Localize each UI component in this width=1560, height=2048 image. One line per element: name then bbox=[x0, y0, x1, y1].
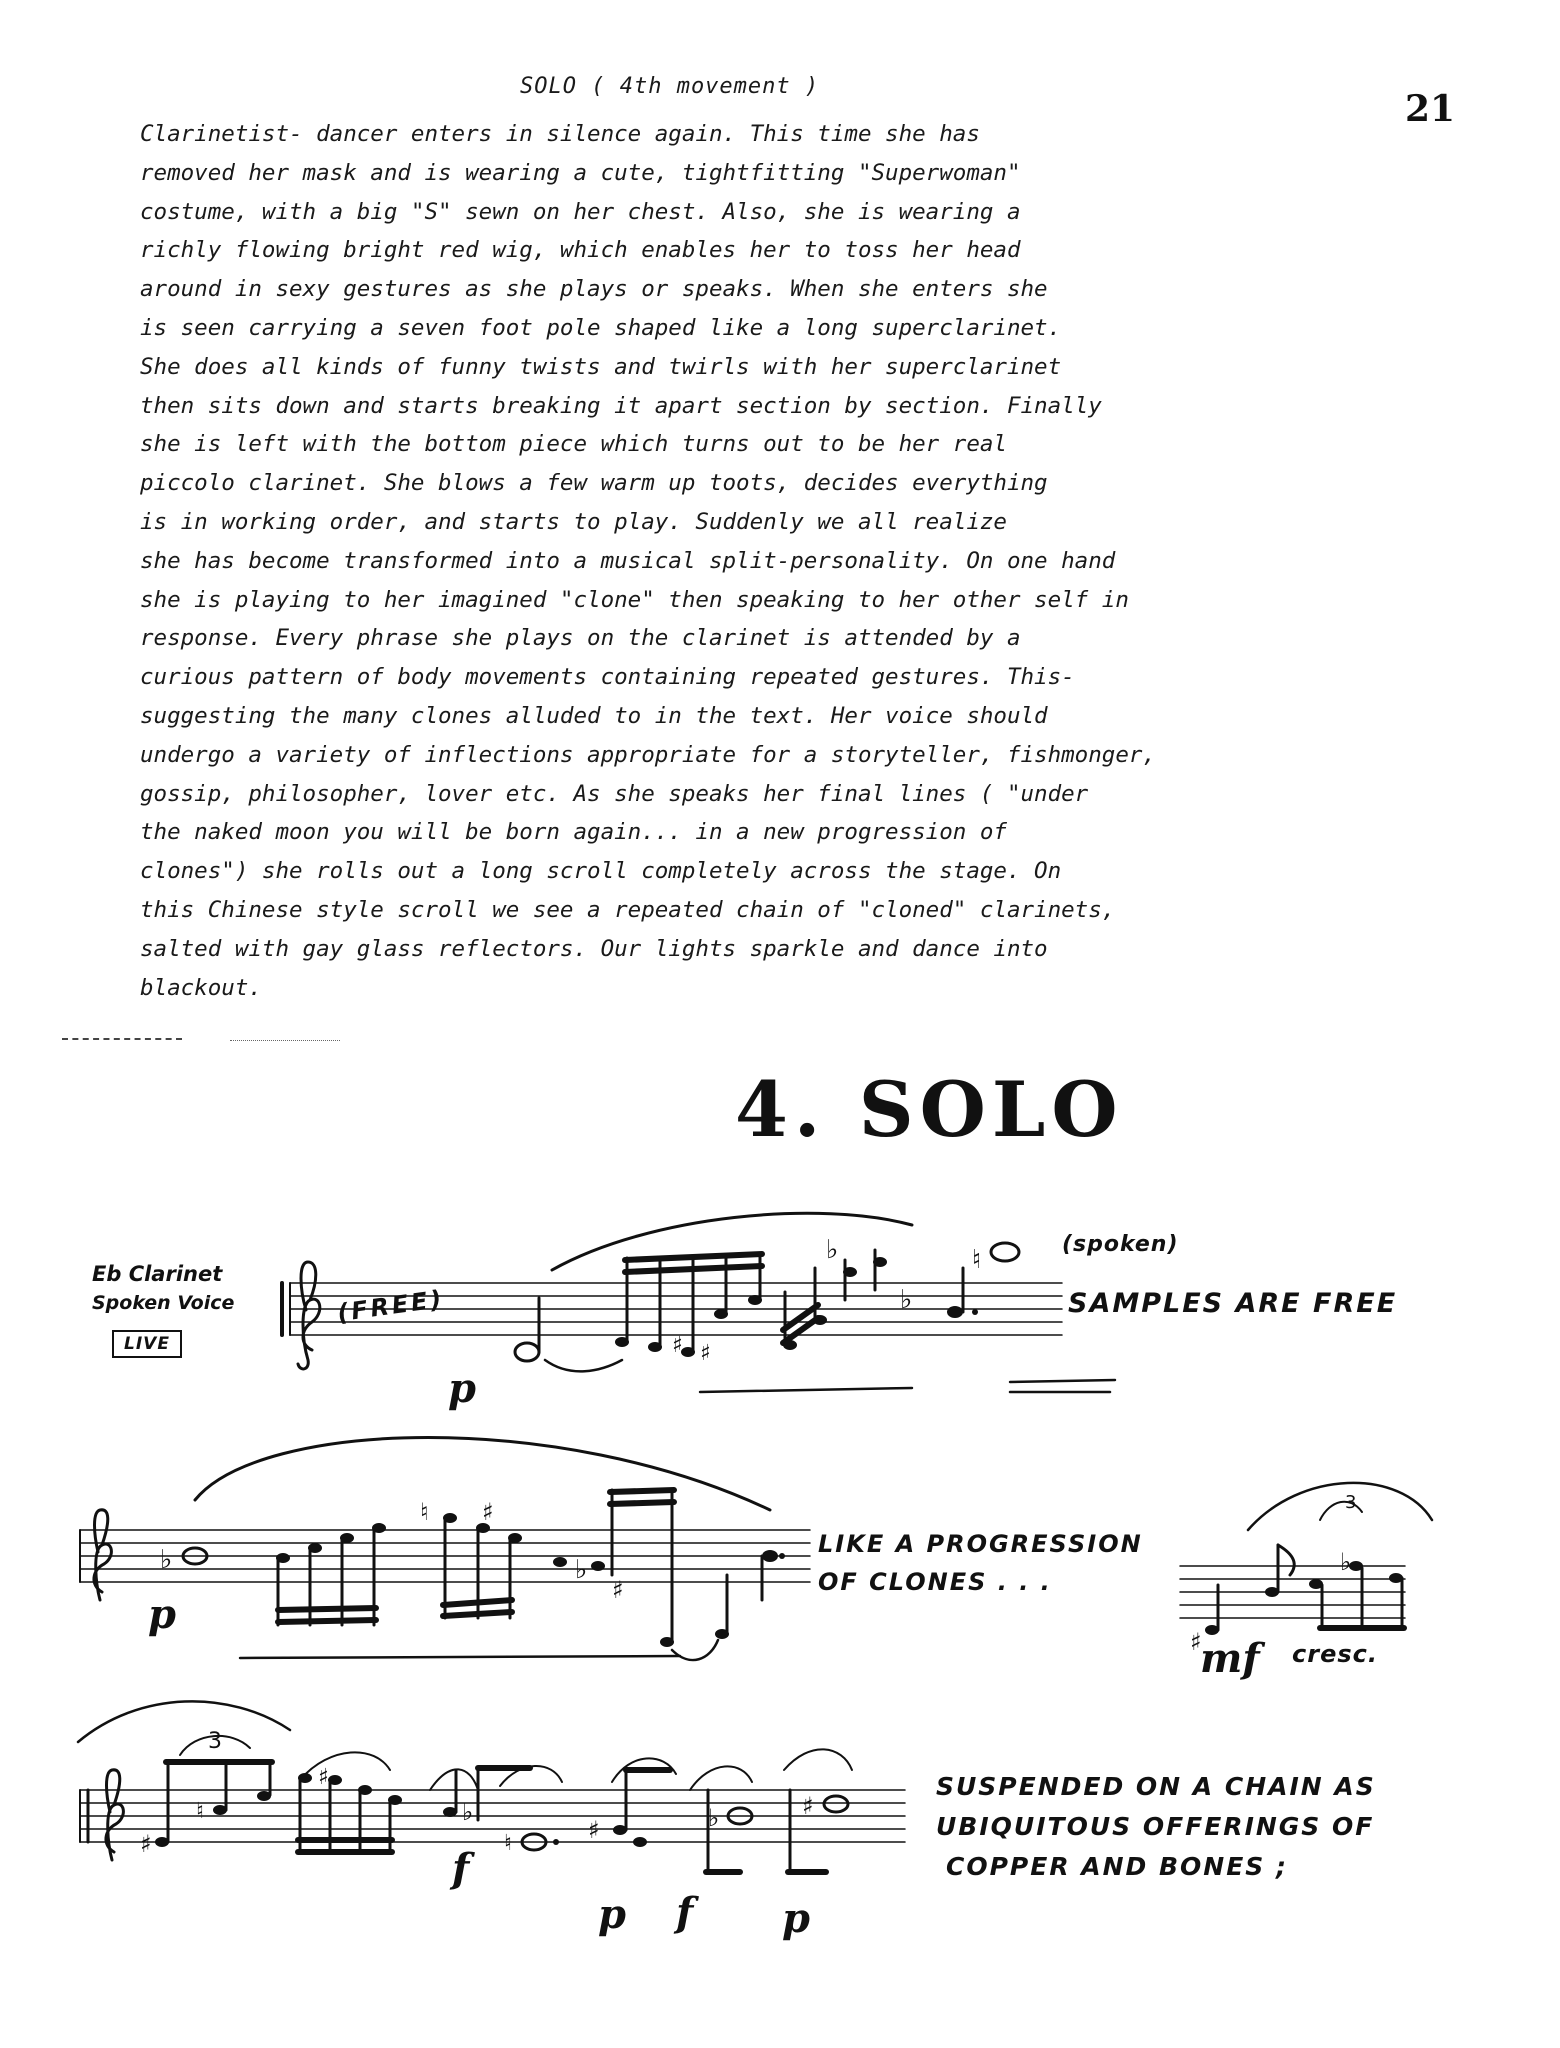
stage-line: she is playing to her imagined "clone" then speaking to her other self in bbox=[140, 586, 1129, 613]
svg-text:♭: ♭ bbox=[160, 1545, 173, 1575]
live-label: LIVE bbox=[112, 1330, 182, 1358]
dynamic-marking: p bbox=[448, 1365, 476, 1412]
stage-line: clones") she rolls out a long scroll completely across the stage. On bbox=[140, 858, 1062, 885]
dashed-rule bbox=[62, 1038, 182, 1040]
staff-system-3 bbox=[78, 1701, 905, 1872]
svg-text:♭: ♭ bbox=[826, 1235, 839, 1265]
stage-line: response. Every phrase she plays on the clarinet is attended by a bbox=[140, 625, 1021, 652]
svg-text:♯: ♯ bbox=[802, 1792, 814, 1820]
dynamic-marking: p bbox=[598, 1891, 626, 1938]
svg-text:♮: ♮ bbox=[420, 1498, 429, 1526]
instrument-label-clarinet: Eb Clarinet bbox=[92, 1262, 223, 1286]
cresc-marking: cresc. bbox=[1292, 1640, 1378, 1668]
staff-system-2 bbox=[80, 1438, 1432, 1661]
svg-text:♯: ♯ bbox=[700, 1341, 711, 1366]
svg-text:♭: ♭ bbox=[708, 1804, 720, 1832]
spoken-text-2a: LIKE A PROGRESSION bbox=[818, 1530, 1143, 1558]
dynamic-marking: f bbox=[452, 1845, 470, 1892]
stage-line: salted with gay glass reflectors. Our lights sparkle and dance into bbox=[140, 935, 1048, 962]
stage-line: is in working order, and starts to play. Suddenly we all realize bbox=[140, 508, 1007, 535]
stage-line: then sits down and starts breaking it apart section by section. Finally bbox=[140, 392, 1102, 419]
svg-text:♯: ♯ bbox=[318, 1765, 329, 1790]
svg-text:♯: ♯ bbox=[672, 1333, 683, 1358]
stage-line: curious pattern of body movements containing repeated gestures. This- bbox=[140, 664, 1075, 691]
svg-text:♮: ♮ bbox=[196, 1799, 204, 1824]
svg-text:3: 3 bbox=[1345, 1492, 1357, 1513]
stage-line: costume, with a big "S" sewn on her chest. Also, she is wearing a bbox=[140, 198, 1021, 225]
stage-line: gossip, philosopher, lover etc. As she speaks her final lines ( "under bbox=[140, 780, 1089, 807]
svg-text:♯: ♯ bbox=[140, 1830, 152, 1858]
stage-line: removed her mask and is wearing a cute, tightfitting "Superwoman" bbox=[140, 159, 1021, 186]
spoken-text-1: SAMPLES ARE FREE bbox=[1068, 1288, 1398, 1319]
sixteenth-run-1 bbox=[276, 1490, 785, 1660]
stage-line: Clarinetist- dancer enters in silence again. This time she has bbox=[140, 121, 980, 147]
stage-line: suggesting the many clones alluded to in the text. Her voice should bbox=[140, 702, 1048, 729]
stage-line: around in sexy gestures as she plays or speaks. When she enters she bbox=[140, 276, 1048, 303]
dynamic-marking: p bbox=[782, 1895, 810, 1942]
spoken-marking: (spoken) bbox=[1062, 1232, 1179, 1257]
spoken-text-3b: UBIQUITOUS OFFERINGS OF bbox=[936, 1812, 1375, 1841]
running-head: SOLO ( 4th movement ) bbox=[520, 74, 820, 99]
stage-line: she has become transformed into a musical split-personality. On one hand bbox=[140, 547, 1116, 574]
svg-text:♭: ♭ bbox=[575, 1555, 588, 1585]
svg-text:♯: ♯ bbox=[482, 1498, 494, 1526]
svg-text:♭: ♭ bbox=[900, 1285, 913, 1315]
svg-text:♭: ♭ bbox=[1340, 1548, 1352, 1576]
svg-text:♭: ♭ bbox=[462, 1798, 474, 1826]
stage-line: this Chinese style scroll we see a repeated chain of "cloned" clarinets, bbox=[140, 896, 1116, 923]
stage-line: blackout. bbox=[140, 974, 262, 1001]
stage-line: She does all kinds of funny twists and twirls with her superclarinet bbox=[140, 353, 1062, 380]
tempo-marking: (FREE) bbox=[335, 1284, 447, 1328]
stage-line: she is left with the bottom piece which turns out to be her real bbox=[140, 431, 1007, 458]
movement-title: 4. SOLO bbox=[735, 1065, 1124, 1154]
spoken-text-3c: COPPER AND BONES ; bbox=[946, 1852, 1289, 1881]
stage-line: undergo a variety of inflections appropriate for a storyteller, fishmonger, bbox=[140, 741, 1156, 768]
page-number: 21 bbox=[1405, 88, 1456, 130]
svg-text:♯: ♯ bbox=[588, 1816, 600, 1844]
dynamic-marking: mf bbox=[1200, 1635, 1260, 1682]
stage-line: is seen carrying a seven foot pole shaped like a long superclarinet. bbox=[140, 314, 1062, 341]
dotted-rule bbox=[230, 1040, 340, 1041]
dynamic-marking: f bbox=[676, 1889, 694, 1936]
stage-directions bbox=[140, 115, 1320, 1007]
dynamic-marking: p bbox=[148, 1591, 176, 1638]
spoken-text-3a: SUSPENDED ON A CHAIN AS bbox=[936, 1772, 1376, 1801]
stage-line: piccolo clarinet. She blows a few warm up toots, decides everything bbox=[140, 470, 1048, 497]
svg-text:♮: ♮ bbox=[504, 1831, 512, 1856]
svg-text:♯: ♯ bbox=[612, 1576, 624, 1604]
instrument-label-voice: Spoken Voice bbox=[92, 1292, 235, 1314]
svg-text:3: 3 bbox=[208, 1729, 222, 1754]
spoken-text-2b: OF CLONES . . . bbox=[818, 1568, 1052, 1596]
svg-text:♯: ♯ bbox=[1190, 1628, 1202, 1656]
stage-line: richly flowing bright red wig, which enables her to toss her head bbox=[140, 237, 1021, 264]
svg-text:♮: ♮ bbox=[972, 1245, 982, 1275]
stage-line: the naked moon you will be born again... in a new progression of bbox=[140, 819, 1007, 846]
